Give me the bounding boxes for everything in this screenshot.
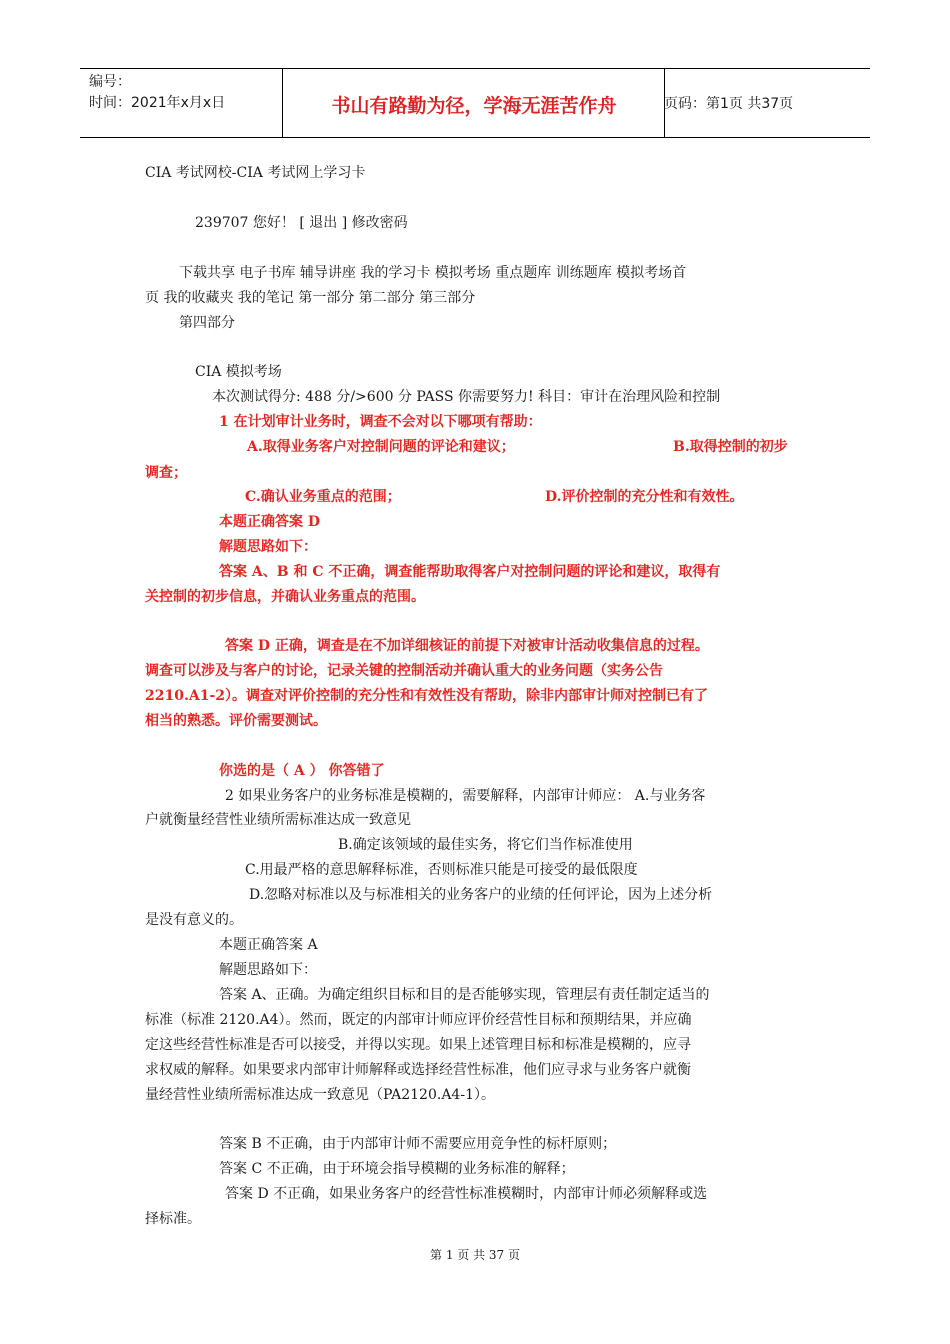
question-1-explanation: 2210.A1-2）。调查对评价控制的充分性和有效性没有帮助，除非内部审计师对控制已有了 — [145, 688, 708, 704]
question-2-explanation-b: 答案 B 不正确，由于内部审计师不需要应用竞争性的标杆原则； — [219, 1136, 617, 1152]
header-page-info: 页码：第1页 共37页 — [664, 96, 794, 112]
question-2-stem: 户就衡量经营性业绩所需标准达成一致意见 — [145, 812, 411, 828]
question-1-explanation: 关控制的初步信息，并确认业务重点的范围。 — [145, 589, 425, 605]
question-2-option-b: B.确定该领域的最佳实务，将它们当作标准使用 — [338, 837, 633, 853]
question-2-explanation: 标准（标准 2120.A4）。然而，既定的内部审计师应评价经营性目标和预期结果，并应确 — [145, 1012, 692, 1028]
question-1-option-d: D.评价控制的充分性和有效性。 — [545, 489, 744, 505]
question-2-answer: 本题正确答案 A — [219, 937, 318, 953]
question-1-option-c: C.确认业务重点的范围； — [245, 489, 401, 505]
question-1-selected: 你选的是（ A ） 你答错了 — [219, 763, 385, 779]
question-1-option-a: A.取得业务客户对控制问题的评论和建议； — [247, 439, 515, 455]
page-footer: 第 1 页 共 37 页 — [430, 1248, 520, 1262]
question-2-explanation: 答案 A、正确。为确定组织目标和目的是否能够实现，管理层有责任制定适当的 — [219, 987, 710, 1003]
question-2-option-c: C.用最严格的意思解释标准，否则标准只能是可接受的最低限度 — [245, 862, 638, 878]
exam-title: CIA 模拟考场 — [195, 364, 282, 380]
question-2-explanation-c: 答案 C 不正确，由于环境会指导模糊的业务标准的解释； — [219, 1161, 575, 1177]
nav-links[interactable]: 页 我的收藏夹 我的笔记 第一部分 第二部分 第三部分 — [145, 290, 476, 306]
header-number: 编号： — [89, 74, 131, 90]
question-1-option-b: B.取得控制的初步 — [673, 439, 788, 455]
question-1-answer: 本题正确答案 D — [219, 514, 321, 530]
nav-links[interactable]: 下载共享 电子书库 辅导讲座 我的学习卡 模拟考场 重点题库 训练题库 模拟考场首 — [179, 265, 687, 281]
question-1-explanation: 调查可以涉及与客户的讨论，记录关键的控制活动并确认重大的业务问题（实务公告 — [145, 663, 663, 679]
question-1-analysis-title: 解题思路如下： — [219, 539, 317, 555]
question-2-explanation-d: 择标准。 — [145, 1211, 201, 1227]
question-2-explanation: 定这些经营性标准是否可以接受，并得以实现。如果上述管理目标和标准是模糊的，应寻 — [145, 1037, 691, 1053]
document-header — [80, 68, 870, 138]
header-meta — [89, 72, 225, 114]
nav-links[interactable]: 第四部分 — [179, 315, 235, 331]
site-title: CIA 考试网校-CIA 考试网上学习卡 — [145, 165, 366, 181]
question-2-stem: 2 如果业务客户的业务标准是模糊的，需要解释，内部审计师应： A.与业务客 — [225, 788, 706, 804]
question-1-explanation: 答案 D 正确，调查是在不加详细核证的前提下对被审计活动收集信息的过程。 — [225, 638, 709, 654]
header-date: 时间：2021年x月x日 — [89, 95, 226, 111]
user-greeting[interactable]: 239707 您好！ [ 退出 ] 修改密码 — [195, 215, 408, 231]
question-2-explanation-d: 答案 D 不正确，如果业务客户的经营性标准模糊时，内部审计师必须解释或选 — [225, 1186, 708, 1202]
question-1-explanation: 答案 A、B 和 C 不正确，调查能帮助取得客户对控制问题的评论和建议，取得有 — [219, 564, 721, 580]
question-2-option-d: D.忽略对标准以及与标准相关的业务客户的业绩的任何评论，因为上述分析 — [249, 887, 713, 903]
question-2-analysis-title: 解题思路如下： — [219, 962, 317, 978]
question-1-option-b-cont: 调查； — [145, 465, 187, 481]
exam-score: 本次测试得分: 488 分/>600 分 PASS 你需要努力! 科目：审计在治理风险和控制 — [212, 389, 721, 405]
header-motto: 书山有路勤为径，学海无涯苦作舟 — [331, 95, 617, 117]
question-2-option-d: 是没有意义的。 — [145, 912, 243, 928]
question-2-explanation: 求权威的解释。如果要求内部审计师解释或选择经营性标准，他们应寻求与业务客户就衡 — [145, 1062, 691, 1078]
question-2-explanation: 量经营性业绩所需标准达成一致意见（PA2120.A4-1）。 — [145, 1087, 495, 1103]
question-1-explanation: 相当的熟悉。评价需要测试。 — [145, 713, 327, 729]
question-1-stem: 1 在计划审计业务时，调查不会对以下哪项有帮助： — [219, 414, 542, 430]
